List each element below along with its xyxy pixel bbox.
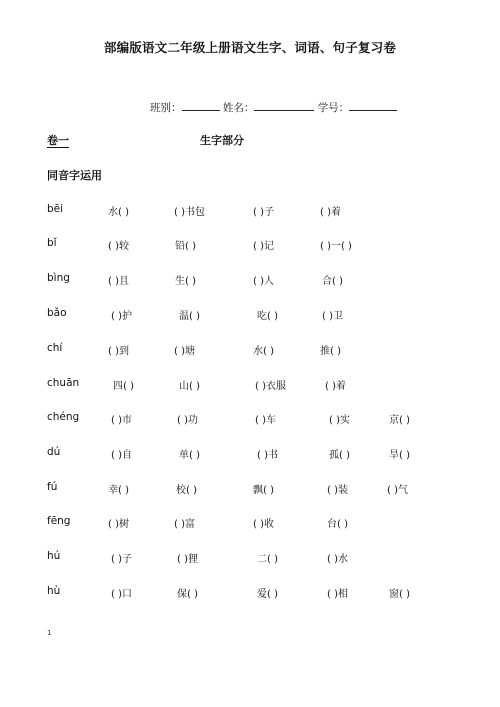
exercise-item[interactable]: ( )到 (108, 346, 129, 357)
name-label: 姓名： (222, 102, 255, 114)
pinyin: bǐ (47, 237, 57, 249)
exercise-row (0, 203, 500, 219)
exercise-item[interactable]: 爱( ) (257, 589, 278, 600)
exercise-item[interactable]: 旱( ) (389, 450, 410, 461)
pinyin: chuān (47, 377, 80, 389)
exercise-item[interactable]: 孤( ) (329, 450, 350, 461)
exercise-item[interactable]: ( )市 (111, 415, 132, 426)
exercise-item[interactable]: ( )装 (327, 485, 348, 496)
exercise-row (0, 342, 500, 358)
exercise-item[interactable]: ( )口 (111, 589, 132, 600)
exercise-row (0, 550, 500, 566)
exercise-item[interactable]: 合( ) (322, 276, 343, 287)
pinyin: fēng (47, 515, 71, 527)
exercise-row (0, 307, 500, 323)
exercise-item[interactable]: ( )着 (325, 381, 346, 392)
exercise-item[interactable]: ( )实 (329, 415, 350, 426)
exercise-row (0, 585, 500, 601)
pinyin: chéng (47, 411, 80, 423)
exercise-item[interactable]: 飘( ) (253, 485, 274, 496)
name-blank[interactable] (254, 99, 314, 111)
exercise-item[interactable]: ( )着 (320, 207, 341, 218)
exercise-item[interactable]: ( )自 (111, 450, 132, 461)
subheading: 同音字运用 (47, 169, 102, 182)
exercise-item[interactable]: ( )树 (108, 519, 129, 530)
exercise-item[interactable]: 山( ) (179, 381, 200, 392)
exercise-item[interactable]: ( )水 (327, 554, 348, 565)
pinyin: chí (47, 342, 63, 354)
exercise-item[interactable]: ( )一( ) (320, 241, 352, 252)
exercise-item[interactable]: ( )相 (327, 589, 348, 600)
pinyin: hú (47, 550, 61, 562)
exercise-item[interactable]: ( )人 (253, 276, 274, 287)
exercise-item[interactable]: ( )塘 (174, 346, 195, 357)
exercise-item[interactable]: ( )收 (253, 519, 274, 530)
exercise-row (0, 481, 500, 497)
exercise-item[interactable]: ( )护 (111, 311, 132, 322)
exercise-item[interactable]: 生( ) (175, 276, 196, 287)
exercise-item[interactable]: ( )狸 (177, 554, 198, 565)
exercise-item[interactable]: ( )卫 (322, 311, 343, 322)
exercise-item[interactable]: ( )气 (387, 485, 408, 496)
exercise-item[interactable]: ( )车 (255, 415, 276, 426)
pinyin: fú (47, 481, 58, 493)
page-number: 1 (47, 629, 52, 637)
exercise-item[interactable]: 保( ) (177, 589, 198, 600)
exercise-row (0, 272, 500, 288)
exercise-item[interactable]: 推( ) (320, 346, 341, 357)
section-label-text: 卷一 (47, 134, 69, 147)
exercise-item[interactable]: ( )富 (174, 519, 195, 530)
pinyin: bēi (47, 203, 64, 215)
exercise-item[interactable]: 四( ) (113, 381, 134, 392)
exercise-item[interactable]: 校( ) (176, 485, 197, 496)
exercise-row (0, 237, 500, 253)
exercise-item[interactable]: 二( ) (257, 554, 278, 565)
id-blank[interactable] (349, 99, 397, 111)
exercise-item[interactable]: ( )书包 (174, 207, 205, 218)
exercise-item[interactable]: 台( ) (327, 519, 348, 530)
exercise-row (0, 515, 500, 531)
exercise-item[interactable]: ( )子 (111, 554, 132, 565)
exercise-item[interactable]: 铅( ) (175, 241, 196, 252)
exercise-item[interactable]: ( )功 (177, 415, 198, 426)
exercise-row (0, 377, 500, 393)
exercise-item[interactable]: 吃( ) (257, 311, 278, 322)
section-label (47, 132, 69, 148)
id-label: 学号： (317, 102, 350, 114)
exercise-item[interactable]: 京( ) (389, 415, 410, 426)
exercise-item[interactable]: ( )较 (108, 241, 129, 252)
class-blank[interactable] (182, 99, 220, 111)
pinyin: hù (47, 585, 61, 597)
pinyin: bìng (47, 272, 70, 284)
exercise-item[interactable]: 水( ) (253, 346, 274, 357)
student-info (150, 99, 397, 115)
section-title: 生字部分 (200, 134, 244, 147)
exercise-item[interactable]: ( )书 (257, 450, 278, 461)
exercise-item[interactable]: ( )记 (253, 241, 274, 252)
exercise-row (0, 446, 500, 462)
exercise-item[interactable]: 窗( ) (389, 589, 410, 600)
exercise-item[interactable]: 水( ) (108, 207, 129, 218)
exercise-item[interactable]: ( )衣服 (255, 381, 286, 392)
exercise-item[interactable]: ( )且 (108, 276, 129, 287)
exercise-item[interactable]: ( )子 (253, 207, 274, 218)
exercise-item[interactable]: 温( ) (179, 311, 200, 322)
exercise-row (0, 411, 500, 427)
exercise-item[interactable]: 幸( ) (108, 485, 129, 496)
page-title: 部编版语文二年级上册语文生字、词语、句子复习卷 (103, 40, 397, 55)
pinyin: bǎo (47, 307, 67, 319)
pinyin: dú (47, 446, 61, 458)
class-label: 班别： (150, 102, 182, 114)
exercise-item[interactable]: 单( ) (179, 450, 200, 461)
